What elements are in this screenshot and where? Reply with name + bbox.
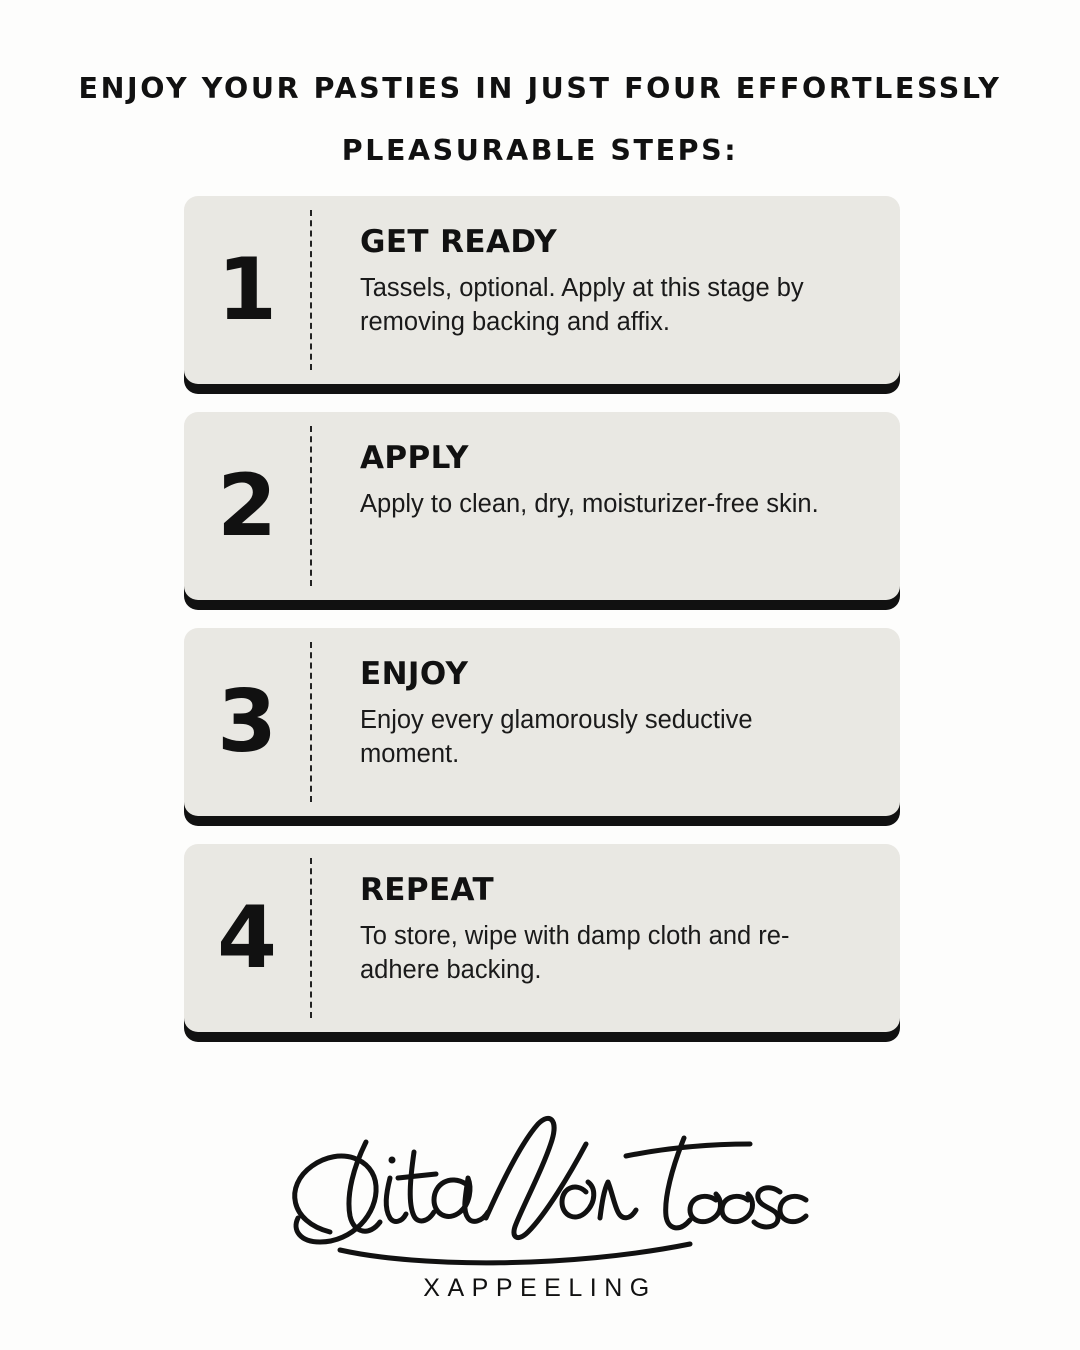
step-body [312,628,900,816]
brand-logo [0,1082,1080,1303]
step-number: 4 [217,888,277,988]
steps-list [184,196,900,1060]
step-number: 3 [217,672,277,772]
page-title-line-1: ENJOY YOUR PASTIES IN JUST FOUR EFFORTLESSLY [78,72,1002,105]
step-body [312,844,900,1032]
step-item [184,412,900,600]
step-item [184,196,900,384]
step-body [312,196,900,384]
step-description: Tassels, optional. Apply at this stage by removing backing and affix. [360,273,804,336]
step-body [312,412,900,600]
page-title-line-2: PLEASURABLE STEPS: [341,134,739,167]
step-card-3 [184,628,900,816]
step-card-1 [184,196,900,384]
step-title: REPEAT [360,872,495,908]
step-title: GET READY [360,224,558,260]
step-title: ENJOY [360,656,469,692]
brand-subtitle: XAPPEELING [423,1274,657,1302]
step-item [184,628,900,816]
step-description: Enjoy every glamorously seductive moment. [360,705,753,768]
step-number: 2 [217,456,277,556]
step-card-4 [184,844,900,1032]
step-card-2 [184,412,900,600]
step-number: 1 [217,240,277,340]
step-title: APPLY [360,440,469,476]
signature-logo-icon [270,1082,810,1272]
step-description: To store, wipe with damp cloth and re-adhere backing. [360,921,790,984]
step-description: Apply to clean, dry, moisturizer-free skin. [360,489,819,518]
page-title [0,58,1080,182]
step-item [184,844,900,1032]
